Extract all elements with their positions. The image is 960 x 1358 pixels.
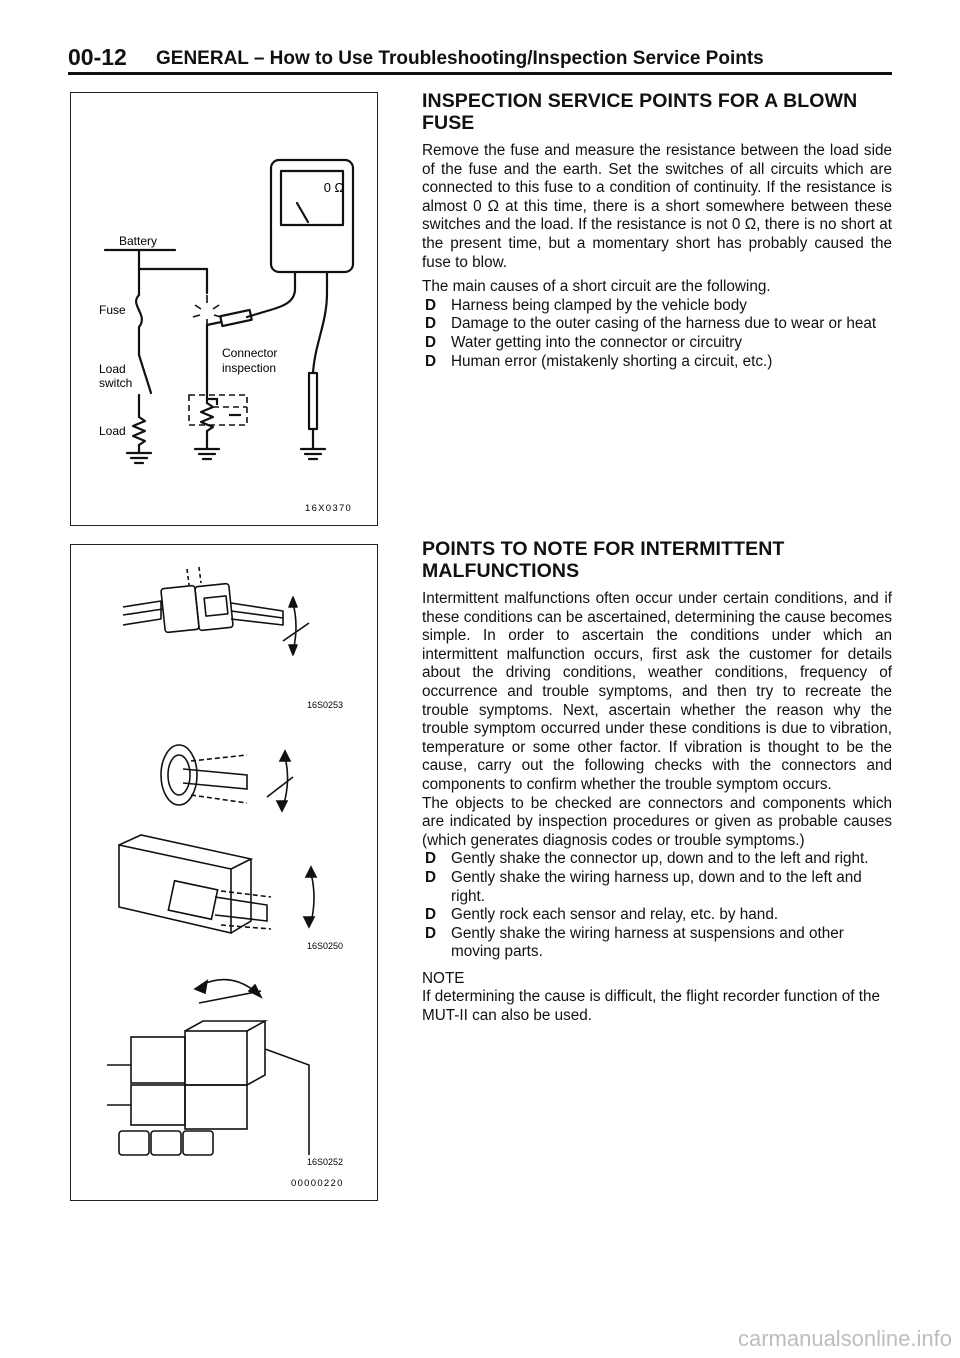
load-switch-label-line2: switch (99, 376, 133, 390)
paragraph: The main causes of a short circuit are the following. (422, 278, 771, 296)
control-unit-illustration (119, 835, 316, 933)
grommet-illustration (161, 745, 293, 811)
bullet-icon: D (425, 868, 437, 886)
note-text: If determining the cause is difficult, the flight recorder function of the MUT-II can also be used. (422, 988, 881, 1025)
watermark: carmanualsonline.info (737, 1326, 952, 1351)
fuse-label: Fuse (99, 303, 126, 317)
page-number: 00-12 (68, 44, 127, 70)
paragraph: Intermittent malfunctions often occur under certain conditions, and if these conditions can be ascertained, determining the cause becomes simple. In order to ascertain the conditions under which an intermittent malfunction occurs, first ask the customer for details about the driving conditions, weather conditions, frequency of occurrence and trouble symptoms, and then try to recreate the trouble symptoms. Next, ascertain whether the reason why the trouble symptom occurred under these conditions is due to vibration, temperature or some other factor. If vibration is thought to be the cause, carry out the following checks with the connectors and components to confirm whether the trouble symptom occurs. (422, 590, 892, 793)
connector-inspection-label-line2: inspection (222, 361, 277, 375)
bullet-list (422, 297, 892, 371)
figure-code-1: 16S0253 (307, 700, 344, 710)
section-intermittent-malfunctions (422, 538, 892, 1026)
blown-fuse-spark (193, 295, 221, 325)
list-item: D Human error (mistakenly shorting a circuit, etc.) (425, 352, 773, 370)
list-item: D Gently shake the wiring harness at suspensions and other moving parts. (425, 924, 844, 961)
bullet-icon: D (425, 315, 437, 333)
list-item: D Harness being clamped by the vehicle body (425, 296, 747, 314)
meter-probe-2 (309, 373, 317, 429)
load-label: Load (99, 424, 126, 438)
page-title: GENERAL – How to Use Troubleshooting/Inspection Service Points (156, 48, 764, 69)
list-item: D Gently shake the wiring harness up, down and to the left and right. (425, 868, 862, 905)
paragraph: Remove the fuse and measure the resistance between the load side of the fuse and the earth. Set the switches of all circuits which are connected to this fuse to a condition of continuity. If the resistance is almost 0 Ω at this time, there is a short somewhere between these switches and the load. If the resistance is not 0 Ω, there is no short at the present time, but a momentary short has probably caused the fuse to blow. (422, 142, 892, 271)
battery-label: Battery (119, 234, 158, 248)
list-item: D Water getting into the connector or circuitry (425, 333, 743, 351)
bullet-icon: D (425, 924, 437, 942)
page-header (68, 44, 892, 74)
meter-reading: 0 Ω (323, 180, 345, 195)
figure-code-3: 16S0252 (307, 1157, 344, 1167)
load-switch-symbol (139, 355, 151, 393)
figure-fuse-circuit (70, 92, 378, 526)
figure-code-4: 00000220 (291, 1178, 344, 1189)
fuse-circuit-diagram (71, 93, 377, 525)
connector-pair-illustration (123, 567, 309, 655)
list-item: D Gently shake the connector up, down and to the left and right. (425, 850, 869, 868)
bullet-icon: D (425, 296, 437, 314)
bullet-icon: D (425, 850, 437, 868)
ohmmeter-needle (297, 203, 308, 222)
bullet-icon: D (425, 906, 437, 924)
note-label: NOTE (422, 969, 465, 987)
figure-connector-checks (70, 544, 378, 1201)
fuse-symbol (136, 295, 142, 327)
list-item: D Gently rock each sensor and relay, etc. by hand. (425, 906, 779, 924)
bullet-icon: D (425, 333, 437, 351)
bullet-list (422, 850, 892, 962)
load-symbol (133, 417, 145, 445)
figure-code: 16X0370 (305, 503, 353, 514)
list-item: D Damage to the outer casing of the harness due to wear or heat (425, 315, 877, 333)
bullet-icon: D (425, 352, 437, 370)
relay-box-illustration (107, 980, 309, 1155)
load-switch-label-line1: Load (99, 362, 126, 376)
connector-check-illustrations (71, 545, 377, 1200)
section-heading: POINTS TO NOTE FOR INTERMITTENT MALFUNCTIONS (422, 538, 785, 582)
connector-inspection-label-line1: Connector (222, 346, 278, 360)
paragraph: The objects to be checked are connectors and components which are indicated by inspection procedures or given as probable causes (which generates diagnosis codes or trouble symptoms.) (422, 794, 892, 849)
header-rule (68, 72, 892, 75)
ohmmeter-body (271, 160, 353, 272)
section-blown-fuse (422, 90, 892, 371)
section-heading: INSPECTION SERVICE POINTS FOR A BLOWN FUSE (422, 90, 858, 134)
figure-code-2: 16S0250 (307, 941, 344, 951)
